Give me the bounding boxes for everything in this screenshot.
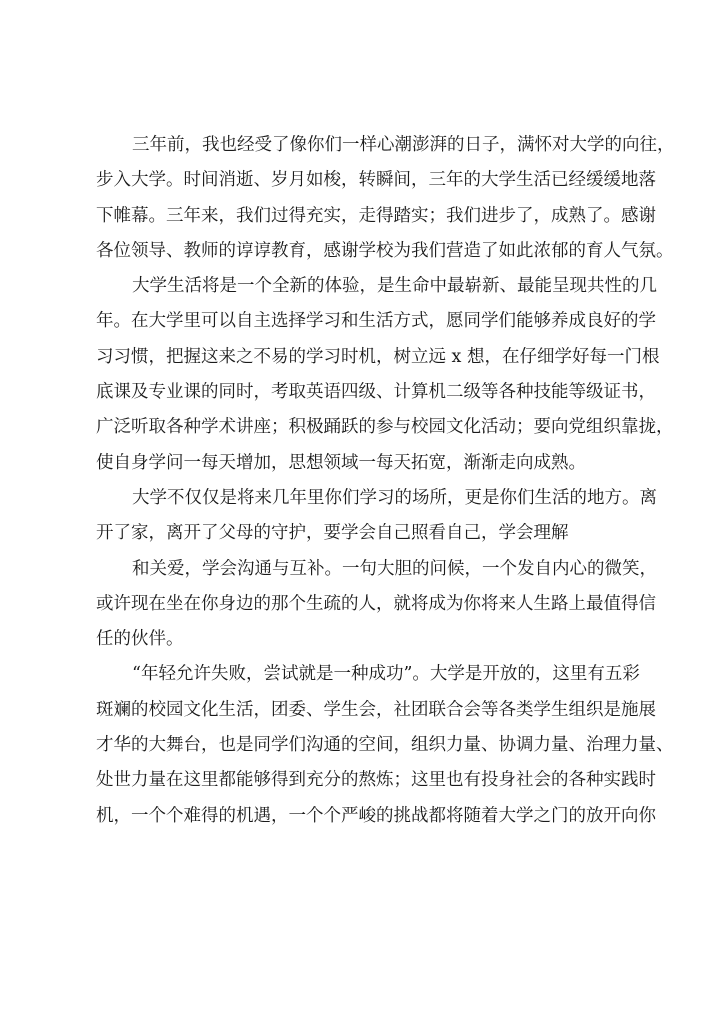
- text-line: 三年前，我也经受了像你们一样心潮澎湃的日子，满怀对大学的向往，: [132, 135, 675, 155]
- text-line: 任的伙伴。: [96, 629, 184, 650]
- text-line: 大学不仅仅是将来几年里你们学习的场所，更是你们生活的地方。离: [132, 487, 657, 508]
- paragraph-2: [96, 269, 674, 481]
- text-line: “年轻允许失败，尝试就是一种成功”。大学是开放的，这里有五彩: [132, 664, 640, 685]
- text-line: 大学生活将是一个全新的体验，是生命中最崭新、最能呈现共性的几: [132, 276, 657, 297]
- text-line: 广泛听取各种学术讲座；积极踊跃的参与校园文化活动；要向党组织靠拢，: [96, 417, 674, 438]
- text-line: 年。在大学里可以自主选择学习和生活方式，愿同学们能够养成良好的学: [96, 311, 656, 332]
- paragraph-4: [96, 552, 657, 658]
- document-body: [96, 128, 675, 834]
- text-line: 各位领导、教师的谆谆教育，感谢学校为我们营造了如此浓郁的育人气氛。: [96, 240, 674, 261]
- text-line: 才华的大舞台，也是同学们沟通的空间，组织力量、协调力量、治理力量、: [96, 735, 674, 756]
- text-line: 开了家，离开了父母的守护，要学会自己照看自己，学会理解: [96, 523, 569, 544]
- text-line: 下帷幕。三年来，我们过得充实，走得踏实；我们进步了，成熟了。感谢: [96, 205, 656, 226]
- text-line: 和关爱，学会沟通与互补。一句大胆的问候，一个发自内心的微笑，: [132, 558, 657, 579]
- paragraph-1: [96, 128, 675, 269]
- paragraph-3: [96, 481, 657, 552]
- text-line: 处世力量在这里都能够得到充分的熬炼；这里也有投身社会的各种实践时: [96, 770, 656, 791]
- text-line: 底课及专业课的同时，考取英语四级、计算机二级等各种技能等级证书，: [96, 382, 656, 403]
- text-line: 斑斓的校园文化生活，团委、学生会，社团联合会等各类学生组织是施展: [96, 699, 656, 720]
- text-line: 步入大学。时间消逝、岁月如梭，转瞬间，三年的大学生活已经缓缓地落: [96, 170, 656, 191]
- text-line: 机，一个个难得的机遇，一个个严峻的挑战都将随着大学之门的放开向你: [96, 805, 656, 826]
- paragraph-5: [96, 657, 674, 833]
- text-line: 习习惯，把握这来之不易的学习时机，树立远 x 想，在仔细学好每一门根: [96, 346, 660, 367]
- text-line: 使自身学问一每天增加，思想领域一每天拓宽，渐渐走向成熟。: [96, 452, 586, 473]
- text-line: 或许现在坐在你身边的那个生疏的人，就将成为你将来人生路上最值得信: [96, 593, 656, 614]
